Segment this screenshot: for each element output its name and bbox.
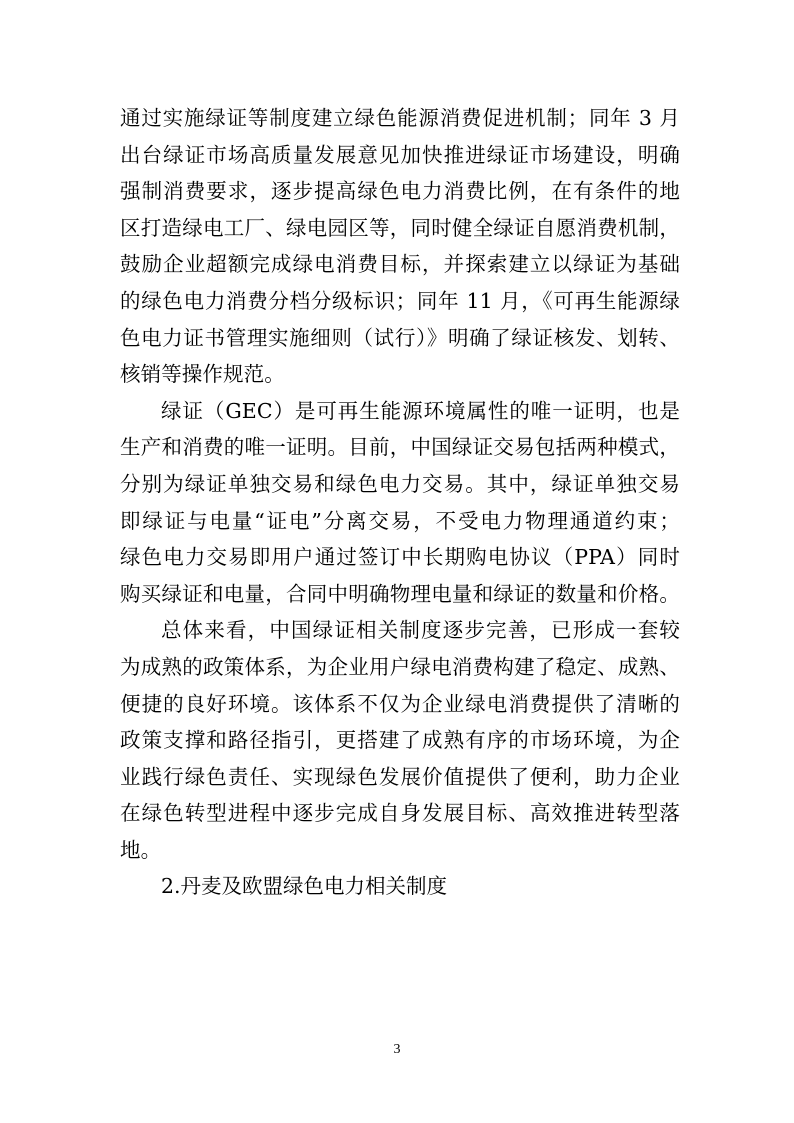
text-line: 在绿色转型进程中逐步完成自身发展目标、高效推进转型落 — [120, 801, 680, 826]
text-line: 核销等操作规范。 — [120, 362, 285, 387]
text-line: 鼓励企业超额完成绿电消费目标，并探索建立以绿证为基础 — [120, 252, 680, 277]
text-line: 地。 — [120, 837, 162, 862]
text-line: 为成熟的政策体系，为企业用户绿电消费构建了稳定、成熟、 — [120, 654, 680, 679]
page-number: 3 — [393, 1042, 401, 1057]
text-line: 业践行绿色责任、实现绿色发展价值提供了便利，助力企业 — [120, 764, 680, 789]
text-line: 强制消费要求，逐步提高绿色电力消费比例，在有条件的地 — [120, 179, 680, 204]
document-body — [120, 100, 680, 905]
text-line: 政策支撑和路径指引，更搭建了成熟有序的市场环境，为企 — [120, 728, 680, 753]
text-line: 总体来看，中国绿证相关制度逐步完善，已形成一套较 — [161, 618, 680, 643]
text-line: 即绿证与电量“证电”分离交易，不受电力物理通道约束； — [120, 508, 680, 533]
text-line: 通过实施绿证等制度建立绿色能源消费促进机制；同年 3 月 — [120, 106, 680, 130]
text-line: 区打造绿电工厂、绿电园区等，同时健全绿证自愿消费机制， — [120, 215, 680, 240]
text-line: 便捷的良好环境。该体系不仅为企业绿电消费提供了清晰的 — [120, 691, 680, 716]
text-line: 绿色电力交易即用户通过签订中长期购电协议（PPA）同时 — [120, 545, 680, 570]
text-line: 的绿色电力消费分档分级标识；同年 11 月，《可再生能源绿 — [120, 288, 680, 313]
text-line: 出台绿证市场高质量发展意见加快推进绿证市场建设，明确 — [120, 142, 680, 167]
paragraph-1 — [120, 100, 680, 393]
text-line: 生产和消费的唯一证明。目前，中国绿证交易包括两种模式， — [120, 435, 680, 460]
text-line: 购买绿证和电量，合同中明确物理电量和绿证的数量和价格。 — [120, 581, 680, 606]
text-line: 色电力证书管理实施细则（试行）》明确了绿证核发、划转、 — [120, 325, 680, 350]
text-line: 绿证（GEC）是可再生能源环境属性的唯一证明，也是 — [161, 398, 680, 423]
paragraph-3 — [120, 612, 680, 868]
paragraph-2 — [120, 393, 680, 613]
text-line: 分别为绿证单独交易和绿色电力交易。其中，绿证单独交易 — [120, 471, 680, 496]
section-heading: 2.丹麦及欧盟绿色电力相关制度 — [161, 874, 448, 899]
